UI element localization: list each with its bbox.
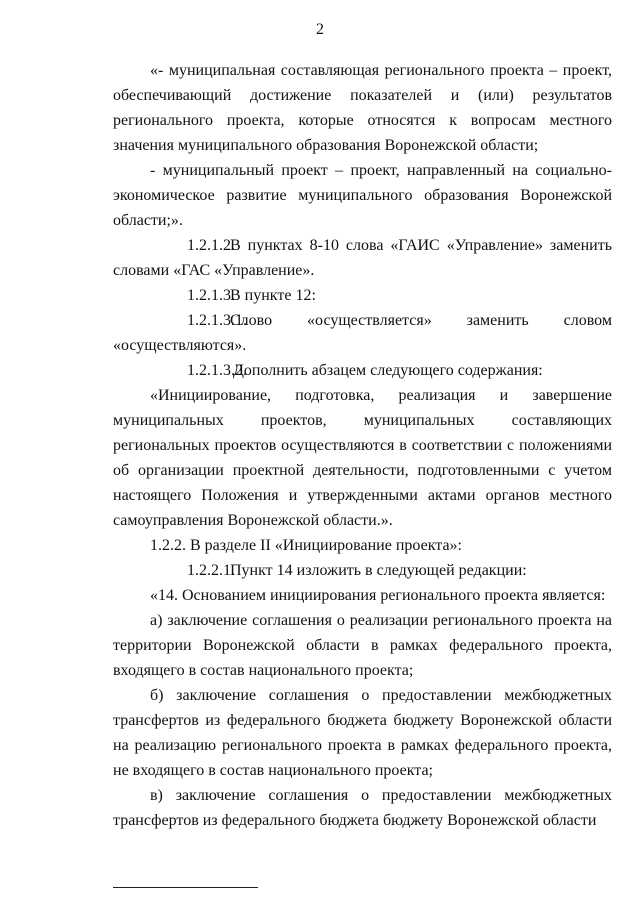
clause-text: Пункт 14 изложить в следующей редакции: (230, 562, 527, 579)
paragraph-1-2-1-2 (113, 233, 612, 283)
paragraph-municipal-project: - муниципальный проект – проект, направленный на социально-экономическое развитие муниципального образования Воронежской области;». (113, 162, 612, 229)
clause-text: В пунктах 8-10 слова «ГАИС «Управление» заменить словами «ГАС «Управление». (113, 237, 612, 279)
paragraph-1-2-2-1 (113, 558, 612, 583)
paragraph-subitem-a: а) заключение соглашения о реализации регионального проекта на территории Воронежской области в рамках федерального проекта, входящего в состав национального проекта; (113, 612, 612, 679)
page-number: 2 (316, 21, 324, 38)
paragraph-1-2-1-3-2 (113, 358, 612, 383)
clause-number: 1.2.1.2. (187, 237, 235, 254)
paragraph-item-14: «14. Основанием инициирования регионального проекта является: (150, 587, 606, 604)
clause-number: 1.2.1.3.1. (187, 312, 247, 329)
clause-text: В пункте 12: (230, 287, 316, 304)
clause-text: Слово «осуществляется» заменить словом «осуществляются». (113, 312, 612, 354)
clause-number: 1.2.2.1. (187, 562, 235, 579)
clause-number: 1.2.1.3.2. (187, 362, 247, 379)
clause-number: 1.2.1.3. (187, 287, 235, 304)
paragraph-1-2-2: 1.2.2. В разделе II «Инициирование проекта»: (150, 537, 462, 554)
clause-text: Дополнить абзацем следующего содержания: (233, 362, 543, 379)
paragraph-subitem-v: в) заключение соглашения о предоставлении межбюджетных трансфертов из федерального бюджета бюджету Воронежской области (113, 787, 612, 829)
paragraph-initiation-quote: «Инициирование, подготовка, реализация и завершение муниципальных проектов, муниципальных составляющих региональных проектов осуществляются в соответствии с положениями об организации проектной деятельности, подготовленными с учетом настоящего Положения и утвержденными актами органов местного самоуправления Воронежской области.». (113, 387, 612, 529)
document-body (113, 58, 612, 833)
paragraph-subitem-b: б) заключение соглашения о предоставлении межбюджетных трансфертов из федерального бюджета бюджету Воронежской области на реализацию регионального проекта в рамках федерального проекта, не входящего в состав национального проекта; (113, 687, 612, 779)
paragraph-1-2-1-3 (113, 283, 612, 308)
footnote-separator (113, 887, 258, 888)
paragraph-municipal-component: «- муниципальная составляющая регионального проекта – проект, обеспечивающий достижение показателей и (или) результатов регионального проекта, которые относятся к вопросам местного значения муниципального образования Воронежской области; (113, 62, 612, 154)
paragraph-1-2-1-3-1 (113, 308, 612, 358)
